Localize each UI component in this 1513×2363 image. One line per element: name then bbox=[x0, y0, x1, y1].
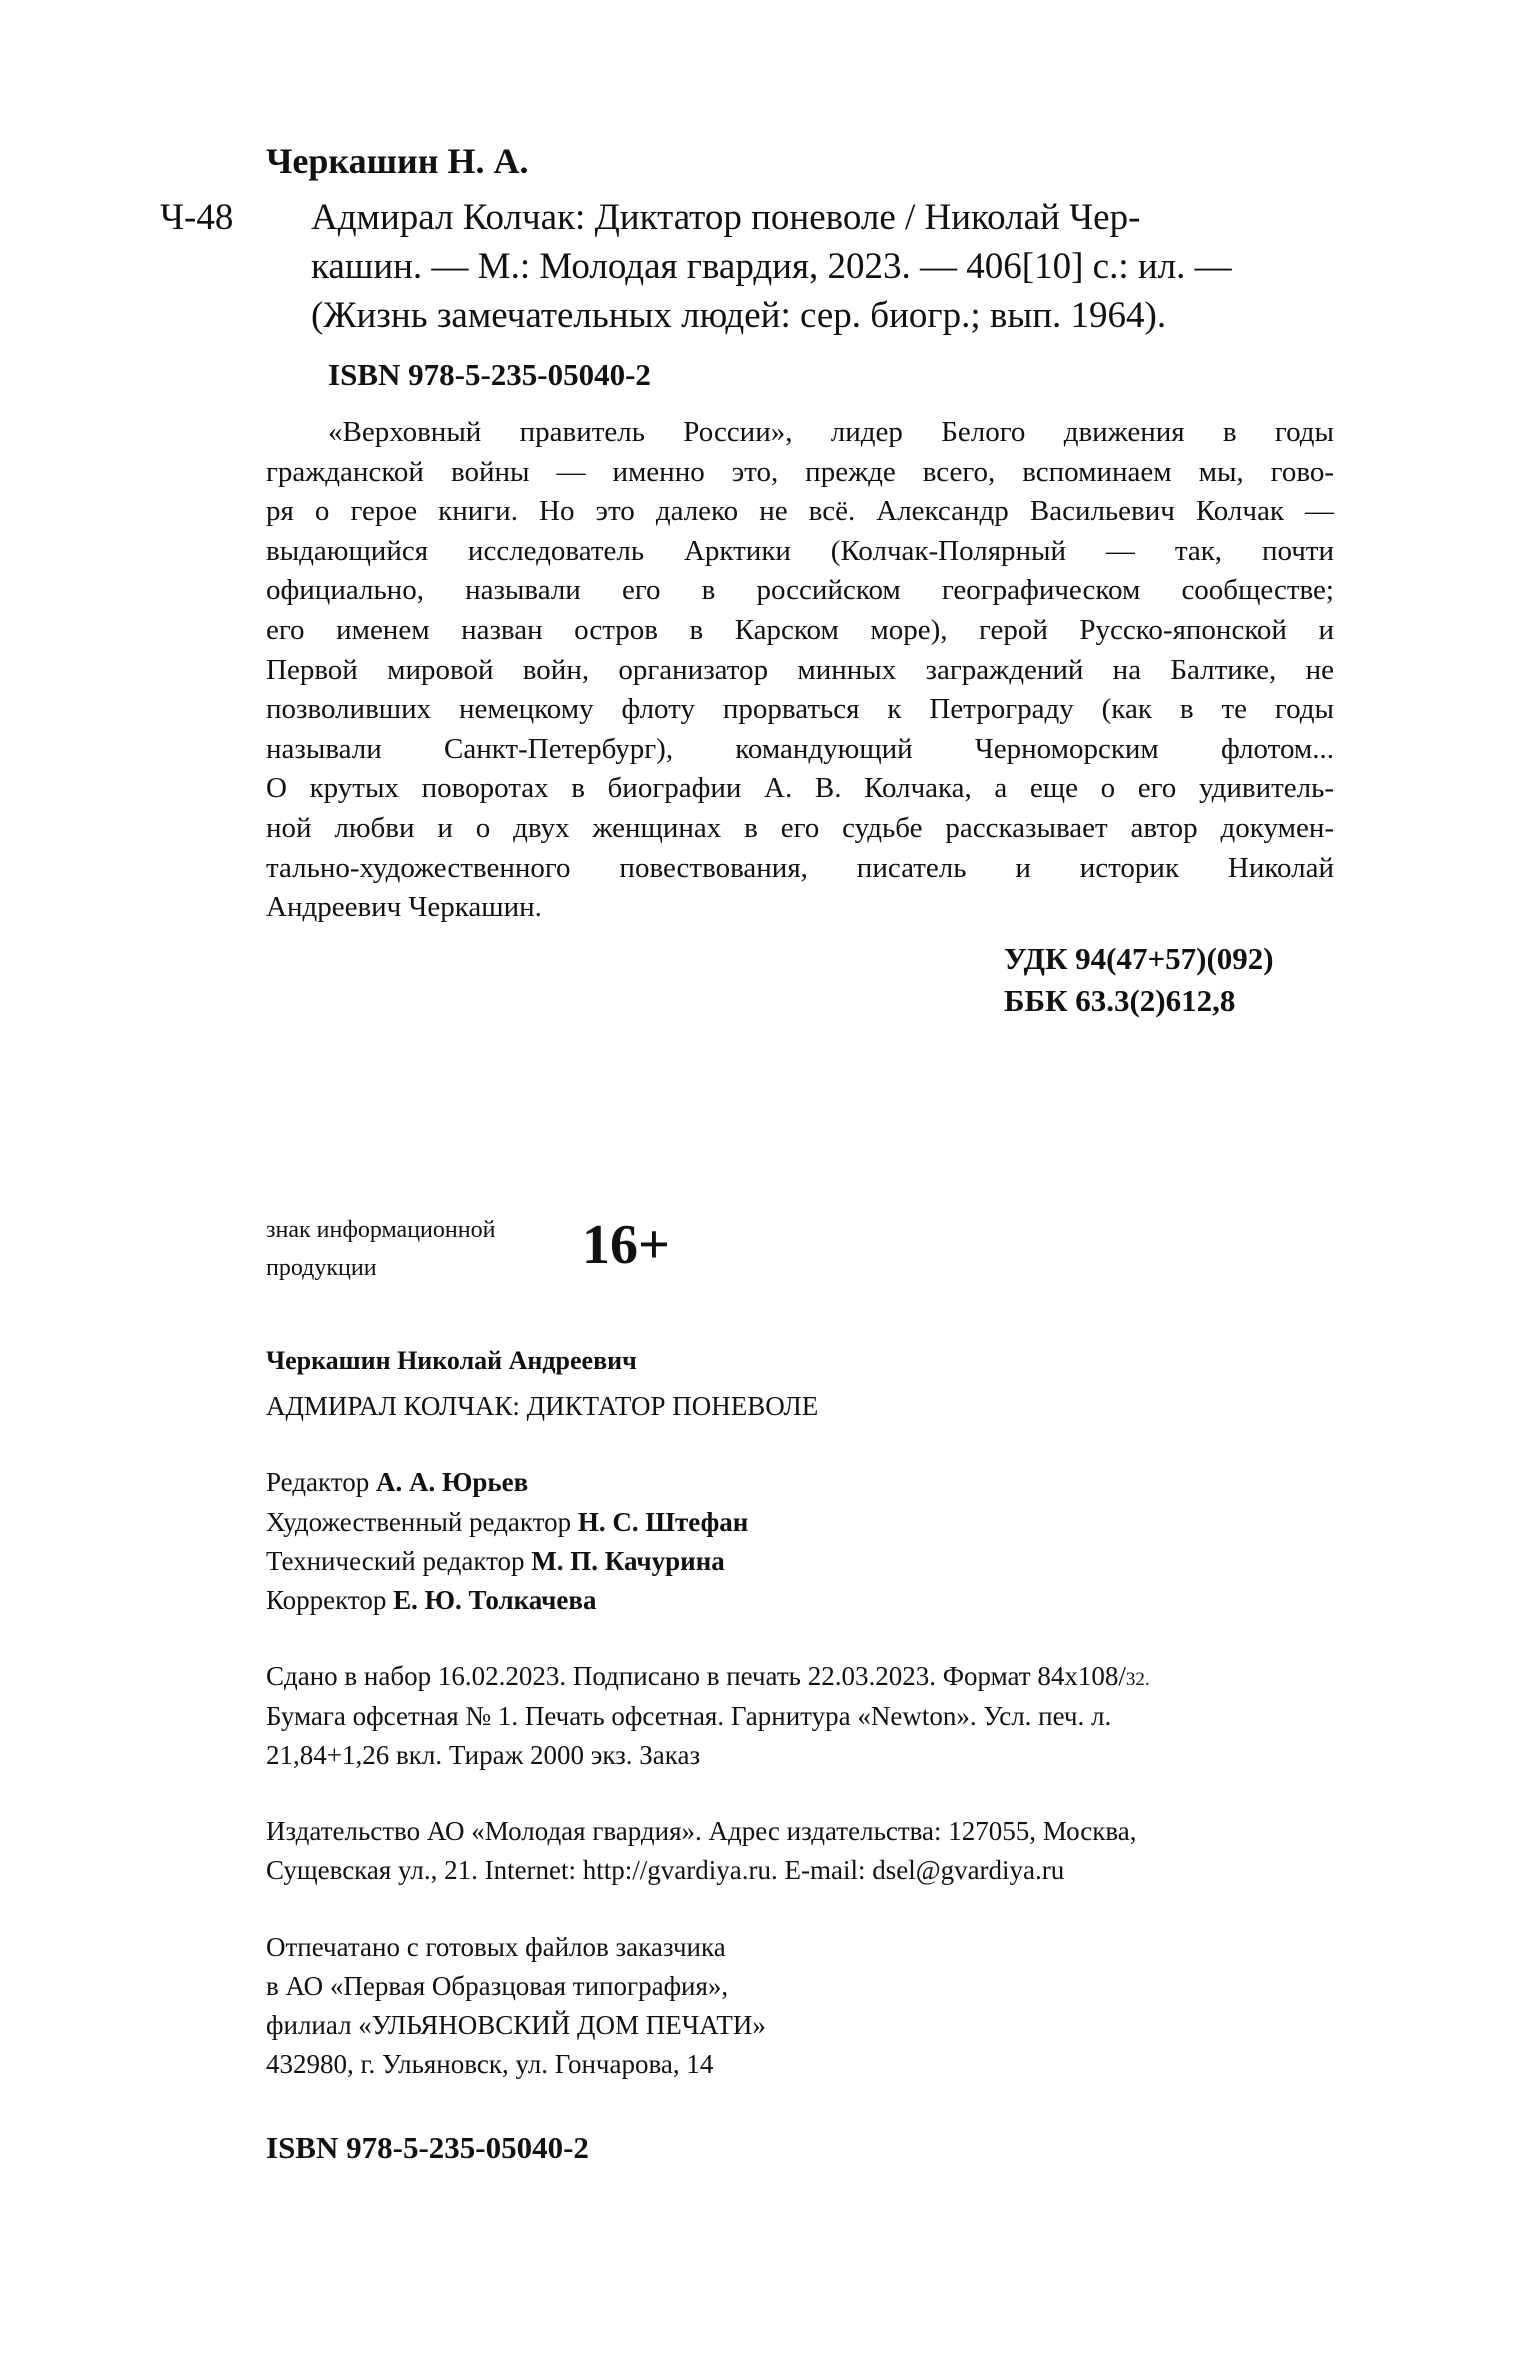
printer-line: Отпечатано с готовых файлов заказчика bbox=[266, 1932, 726, 1962]
annotation-line: его именем назван остров в Карском море), герой Русско-японской и bbox=[266, 613, 1334, 646]
print-info-line: 21,84+1,26 вкл. Тираж 2000 экз. Заказ bbox=[266, 1740, 701, 1770]
udk-code: УДК 94(47+57)(092) bbox=[1004, 941, 1274, 976]
staff-corrector bbox=[266, 1585, 596, 1616]
bibliographic-line: (Жизнь замечательных людей: сер. биогр.; вып. 1964). bbox=[311, 295, 1167, 336]
staff-role: Корректор bbox=[266, 1585, 387, 1615]
imprint-title: АДМИРАЛ КОЛЧАК: ДИКТАТОР ПОНЕВОЛЕ bbox=[266, 1391, 819, 1421]
catalog-isbn: ISBN 978-5-235-05040-2 bbox=[328, 357, 651, 392]
staff-role: Редактор bbox=[266, 1467, 370, 1497]
annotation-line: официально, называли его в российском географическом сообществе; bbox=[266, 574, 1334, 607]
publisher-line: Издательство АО «Молодая гвардия». Адрес издательства: 127055, Москва, bbox=[266, 1816, 1137, 1846]
printer-line: филиал «УЛЬЯНОВСКИЙ ДОМ ПЕЧАТИ» bbox=[266, 2010, 766, 2040]
age-rating-badge: 16+ bbox=[582, 1214, 670, 1276]
print-format-denominator: 32. bbox=[1125, 1669, 1150, 1690]
annotation-line: Андреевич Черкашин. bbox=[266, 891, 542, 924]
catalog-author: Черкашин Н. А. bbox=[266, 141, 529, 181]
staff-role: Художественный редактор bbox=[266, 1507, 572, 1537]
publisher-line: Сущевская ул., 21. Internet: http://gvardiya.ru. E-mail: dsel@gvardiya.ru bbox=[266, 1855, 1065, 1885]
printer-line: 432980, г. Ульяновск, ул. Гончарова, 14 bbox=[266, 2049, 714, 2079]
annotation-paragraph bbox=[266, 413, 1334, 928]
printer-line: в АО «Первая Образцовая типография», bbox=[266, 1971, 729, 2001]
staff-art-editor bbox=[266, 1507, 748, 1538]
annotation-line: гражданской войны — именно это, прежде всего, вспоминаем мы, гово- bbox=[266, 455, 1334, 488]
staff-tech-editor bbox=[266, 1546, 725, 1577]
annotation-line: «Верховный правитель России», лидер Белого движения в годы bbox=[328, 416, 1334, 448]
print-info-main: Сдано в набор 16.02.2023. Подписано в печать 22.03.2023. Формат 84х108/ bbox=[266, 1661, 1126, 1691]
annotation-line: ной любви и о двух женщинах в его судьбе рассказывает автор докумен- bbox=[266, 811, 1334, 844]
annotation-line: позволивших немецкому флоту прорваться к Петрограду (как в те годы bbox=[266, 693, 1334, 726]
age-sign-label: знак информационной bbox=[266, 1217, 496, 1243]
print-info-line: Бумага офсетная № 1. Печать офсетная. Гарнитура «Newton». Усл. печ. л. bbox=[266, 1701, 1112, 1731]
bibliographic-line: Адмирал Колчак: Диктатор поневоле / Николай Чер- bbox=[311, 197, 1141, 238]
bibliographic-line: кашин. — М.: Молодая гвардия, 2023. — 406[10] с.: ил. — bbox=[311, 246, 1232, 287]
staff-name: М. П. Качурина bbox=[531, 1546, 725, 1576]
annotation-line: О крутых поворотах в биографии А. В. Колчака, а еще о его удивитель- bbox=[266, 772, 1334, 805]
print-info-line bbox=[266, 1661, 1150, 1692]
staff-role: Технический редактор bbox=[266, 1546, 525, 1576]
bbk-code: ББК 63.3(2)612,8 bbox=[1004, 983, 1236, 1018]
imprint-isbn: ISBN 978-5-235-05040-2 bbox=[266, 2130, 589, 2165]
annotation-line: Первой мировой войн, организатор минных заграждений на Балтике, не bbox=[266, 653, 1334, 686]
imprint-author: Черкашин Николай Андреевич bbox=[266, 1346, 637, 1375]
annotation-line: выдающийся исследователь Арктики (Колчак-Полярный — так, почти bbox=[266, 534, 1334, 567]
staff-name: Н. С. Штефан bbox=[577, 1507, 749, 1537]
annotation-line: тально-художественного повествования, писатель и историк Николай bbox=[266, 851, 1334, 884]
annotation-line: ря о герое книги. Но это далеко не всё. Александр Васильевич Колчак — bbox=[266, 495, 1334, 528]
staff-editor bbox=[266, 1467, 528, 1498]
catalog-code: Ч-48 bbox=[160, 197, 234, 238]
staff-name: Е. Ю. Толкачева bbox=[393, 1585, 597, 1615]
age-sign-label: продукции bbox=[266, 1255, 377, 1281]
annotation-line: называли Санкт-Петербург), командующий Черноморским флотом... bbox=[266, 732, 1334, 765]
staff-name: А. А. Юрьев bbox=[375, 1467, 529, 1497]
